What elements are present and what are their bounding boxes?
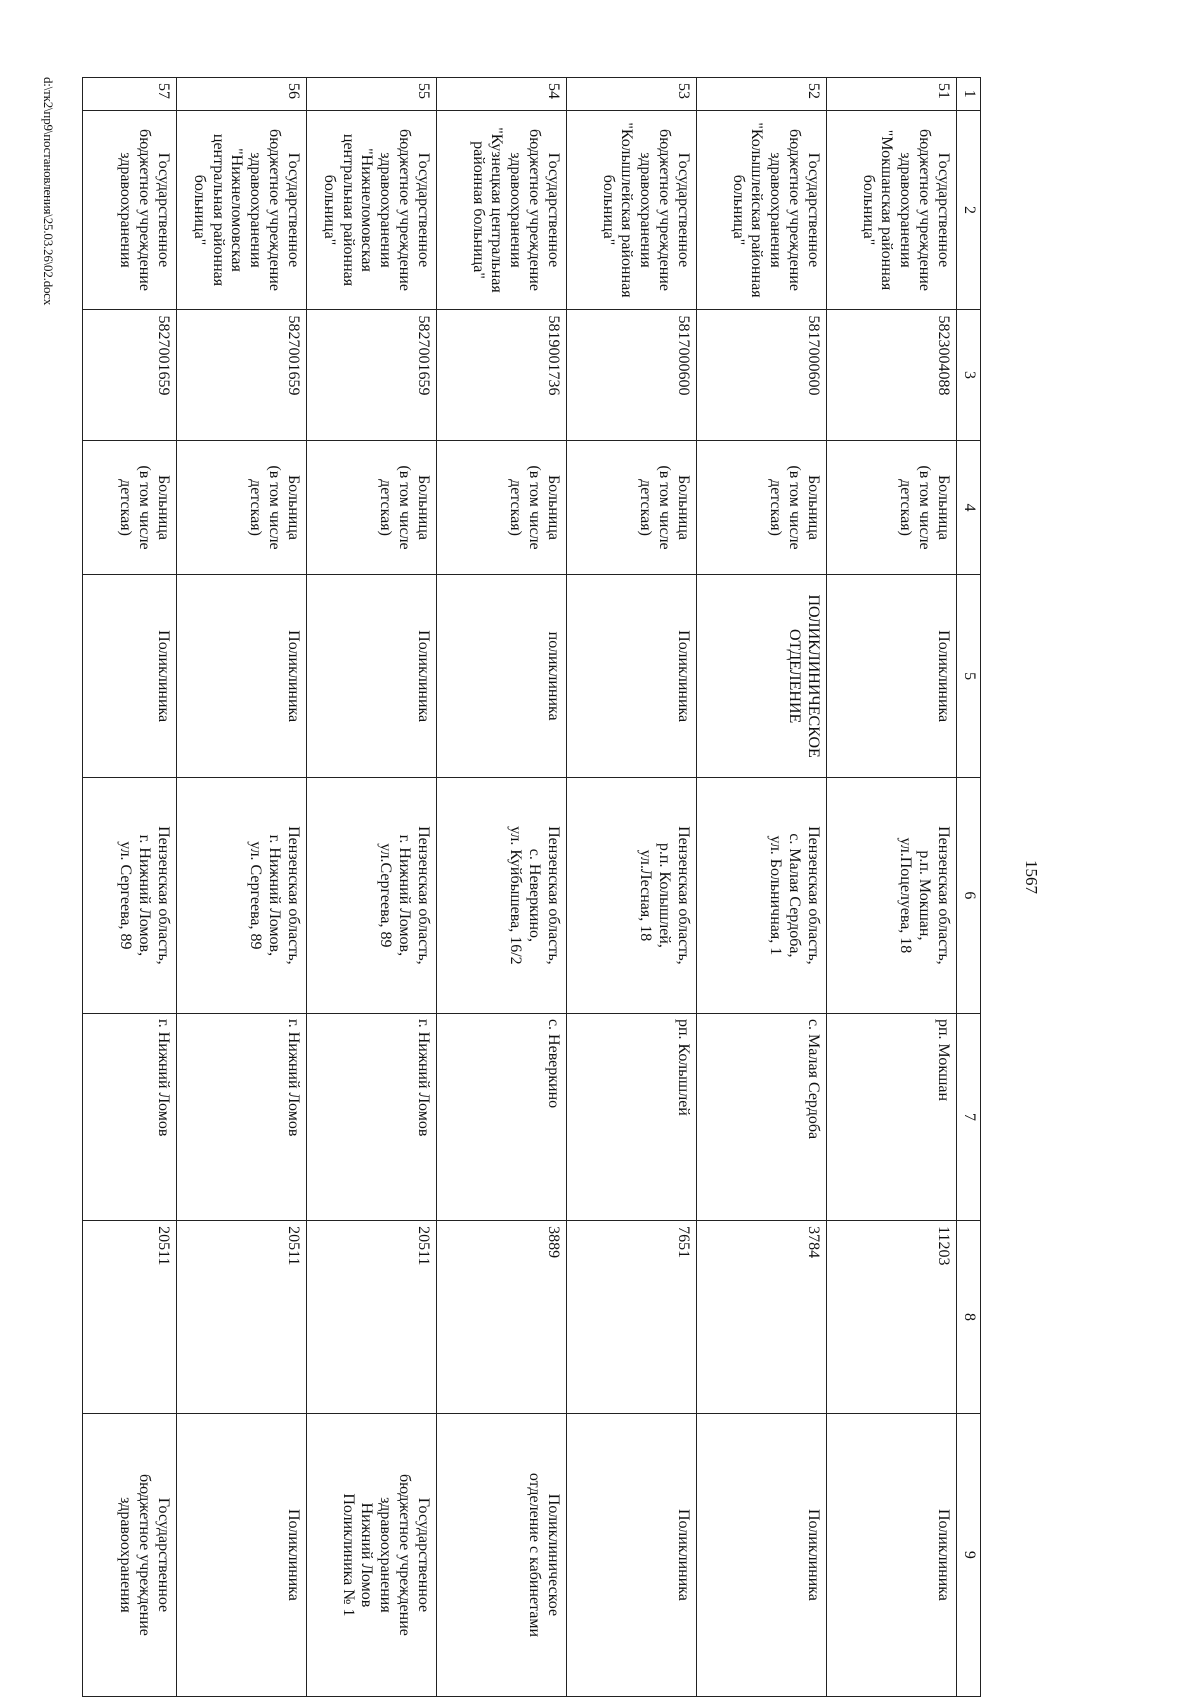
population: 20511: [177, 1221, 307, 1414]
column-header: 4: [957, 440, 981, 575]
column-header: 7: [957, 1013, 981, 1220]
unit-name: поликлиника: [437, 575, 567, 777]
facility-type: Больница (в том числе детская): [567, 440, 697, 575]
unit-name: Поликлиника: [827, 575, 957, 777]
facility-type: Больница (в том числе детская): [307, 440, 437, 575]
column-header: 5: [957, 575, 981, 777]
table-row: [307, 78, 437, 1697]
population: 20511: [83, 1221, 177, 1414]
table-row: [827, 78, 957, 1697]
population: 7651: [567, 1221, 697, 1414]
facility-type: Больница (в том числе детская): [177, 440, 307, 575]
unit-name: Поликлиника: [177, 575, 307, 777]
inn-code: 5827001659: [307, 310, 437, 440]
facility-type: Больница (в том числе детская): [437, 440, 567, 575]
organization-name: Государственное бюджетное учреждение здравоохранения: [83, 110, 177, 310]
unit-description: Поликлиника: [177, 1413, 307, 1696]
unit-name: ПОЛИКЛИНИЧЕСКОЕ ОТДЕЛЕНИЕ: [697, 575, 827, 777]
organization-name: Государственное бюджетное учреждение здравоохранения "Колышлейская районная больница": [567, 110, 697, 310]
inn-code: 5827001659: [83, 310, 177, 440]
address: Пензенская область, с. Малая Сердоба, ул. Больничная, 1: [697, 777, 827, 1013]
settlement: г. Нижний Ломов: [177, 1013, 307, 1220]
facility-type: Больница (в том числе детская): [697, 440, 827, 575]
row-number: 57: [83, 78, 177, 111]
page-number: 1567: [1022, 860, 1041, 894]
unit-name: Поликлиника: [307, 575, 437, 777]
settlement: г. Нижний Ломов: [307, 1013, 437, 1220]
unit-description: Поликлиника: [827, 1413, 957, 1696]
organization-name: Государственное бюджетное учреждение здравоохранения "Нижнеломовская центральная районная больница": [307, 110, 437, 310]
row-number: 54: [437, 78, 567, 111]
row-number: 51: [827, 78, 957, 111]
settlement: г. Нижний Ломов: [83, 1013, 177, 1220]
facilities-table: [82, 77, 981, 1697]
table-row: [697, 78, 827, 1697]
address: Пензенская область, с. Неверкино, ул. Куйбышева, 16/2: [437, 777, 567, 1013]
settlement: с. Неверкино: [437, 1013, 567, 1220]
settlement: рп. Колышлей: [567, 1013, 697, 1220]
organization-name: Государственное бюджетное учреждение здравоохранения "Мокшанская районная больница": [827, 110, 957, 310]
unit-description: Поликлиника: [567, 1413, 697, 1696]
organization-name: Государственное бюджетное учреждение здравоохранения "Колышлейская районная больница": [697, 110, 827, 310]
address: Пензенская область, г. Нижний Ломов, ул. Сергеева, 89: [177, 777, 307, 1013]
inn-code: 5823004088: [827, 310, 957, 440]
organization-name: Государственное бюджетное учреждение здравоохранения "Нижнеломовская центральная районная больница": [177, 110, 307, 310]
inn-code: 5819001736: [437, 310, 567, 440]
file-path-footer: d:\тк2\пр9\постановления\25.03.26\02.docx: [41, 77, 56, 306]
table-row: [83, 78, 177, 1697]
unit-name: Поликлиника: [567, 575, 697, 777]
unit-name: Поликлиника: [83, 575, 177, 777]
unit-description: Поликлиническое отделение с кабинетами: [437, 1413, 567, 1696]
table-row: [437, 78, 567, 1697]
address: Пензенская область, р.п. Колышлей, ул.Лесная, 18: [567, 777, 697, 1013]
unit-description: Государственное бюджетное учреждение здравоохранения Нижний Ломов Поликлиника № 1: [307, 1413, 437, 1696]
population: 3889: [437, 1221, 567, 1414]
header-row: [957, 78, 981, 1697]
row-number: 56: [177, 78, 307, 111]
table-row: [567, 78, 697, 1697]
unit-description: Поликлиника: [697, 1413, 827, 1696]
address: Пензенская область, г. Нижний Ломов, ул. Сергеева, 89: [83, 777, 177, 1013]
column-header: 3: [957, 310, 981, 440]
facility-type: Больница (в том числе детская): [827, 440, 957, 575]
table-row: [177, 78, 307, 1697]
unit-description: Государственное бюджетное учреждение здравоохранения: [83, 1413, 177, 1696]
column-header: 6: [957, 777, 981, 1013]
facility-type: Больница (в том числе детская): [83, 440, 177, 575]
population: 11203: [827, 1221, 957, 1414]
column-header: 2: [957, 110, 981, 310]
population: 3784: [697, 1221, 827, 1414]
row-number: 52: [697, 78, 827, 111]
column-header: 1: [957, 78, 981, 111]
column-header: 9: [957, 1413, 981, 1696]
settlement: рп. Мокшан: [827, 1013, 957, 1220]
column-header: 8: [957, 1221, 981, 1414]
address: Пензенская область, г. Нижний Ломов, ул.Сергеева, 89: [307, 777, 437, 1013]
row-number: 55: [307, 78, 437, 111]
inn-code: 5817000600: [697, 310, 827, 440]
population: 20511: [307, 1221, 437, 1414]
settlement: с. Малая Сердоба: [697, 1013, 827, 1220]
inn-code: 5817000600: [567, 310, 697, 440]
organization-name: Государственное бюджетное учреждение здравоохранения "Кузнецкая центральная районная больница": [437, 110, 567, 310]
inn-code: 5827001659: [177, 310, 307, 440]
address: Пензенская область, р.п. Мокшан, ул.Поцелуева, 18: [827, 777, 957, 1013]
document-page: [9, 57, 1191, 1697]
row-number: 53: [567, 78, 697, 111]
